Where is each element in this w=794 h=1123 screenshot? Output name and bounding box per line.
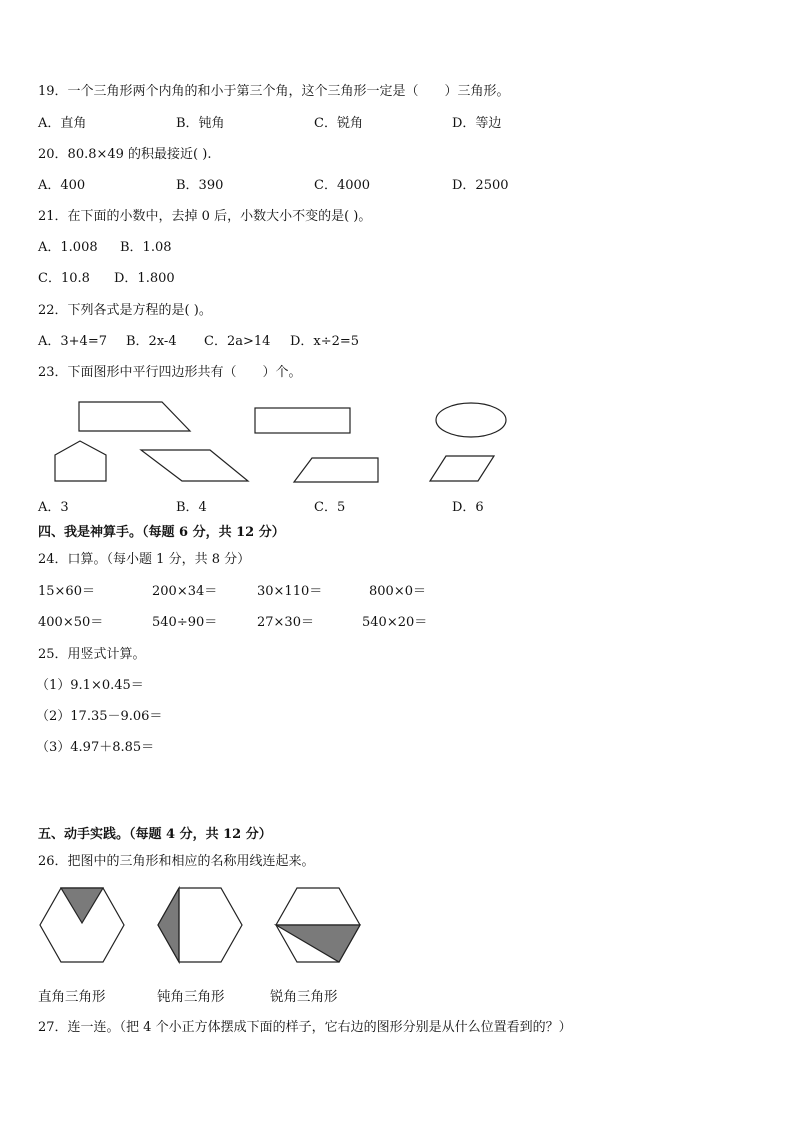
q24-stem: 24．口算。（每小题 1 分，共 8 分） bbox=[38, 552, 251, 567]
q24-item-7: 27×30＝ bbox=[257, 615, 314, 630]
q22-option-d[interactable]: D．x÷2=5 bbox=[290, 334, 360, 349]
q20-stem: 20．80.8×49 的积最接近( ). bbox=[38, 147, 212, 162]
q24-item-8: 540×20＝ bbox=[362, 615, 428, 630]
parallelogram-shape-3 bbox=[430, 456, 494, 481]
q19-option-c[interactable]: C．锐角 bbox=[314, 116, 363, 131]
q21-option-a[interactable]: A．1.008 bbox=[38, 240, 98, 255]
q21-option-d[interactable]: D．1.800 bbox=[114, 271, 175, 286]
q23-shapes-figure bbox=[55, 402, 506, 482]
right-trapezoid-shape bbox=[79, 402, 190, 431]
q25-item-3: （3）4.97＋8.85＝ bbox=[36, 740, 155, 755]
q24-item-6: 540÷90＝ bbox=[152, 615, 218, 630]
pentagon-shape bbox=[55, 441, 106, 481]
q20-option-b[interactable]: B．390 bbox=[176, 178, 224, 193]
q24-item-5: 400×50＝ bbox=[38, 615, 104, 630]
q19-option-b[interactable]: B．钝角 bbox=[176, 116, 225, 131]
q24-item-2: 200×34＝ bbox=[152, 584, 218, 599]
parallelogram-shape-2 bbox=[294, 458, 378, 482]
q23-option-d[interactable]: D．6 bbox=[452, 500, 484, 515]
q21-stem: 21．在下面的小数中，去掉 0 后，小数大小不变的是( )。 bbox=[38, 209, 372, 224]
q23-option-b[interactable]: B．4 bbox=[176, 500, 207, 515]
q26-stem: 26．把图中的三角形和相应的名称用线连起来。 bbox=[38, 854, 315, 869]
rectangle-shape bbox=[255, 408, 350, 433]
q22-option-c[interactable]: C．2a>14 bbox=[204, 334, 271, 349]
q20-option-a[interactable]: A．400 bbox=[38, 178, 86, 193]
q24-item-4: 800×0＝ bbox=[369, 584, 426, 599]
q23-option-c[interactable]: C．5 bbox=[314, 500, 346, 515]
q21-option-c[interactable]: C．10.8 bbox=[38, 271, 90, 286]
q25-item-1: （1）9.1×0.45＝ bbox=[36, 678, 144, 693]
q19-stem: 19．一个三角形两个内角的和小于第三个角，这个三角形一定是（ ）三角形。 bbox=[38, 84, 510, 99]
section-5-title: 五、动手实践。（每题 4 分，共 12 分） bbox=[38, 827, 272, 842]
parallelogram-shape-1 bbox=[141, 450, 248, 481]
q22-stem: 22．下列各式是方程的是( )。 bbox=[38, 303, 212, 318]
section-4-title: 四、我是神算手。（每题 6 分，共 12 分） bbox=[38, 525, 285, 540]
q23-option-a[interactable]: A．3 bbox=[38, 500, 69, 515]
q26-hexagons-figure bbox=[40, 888, 360, 962]
q24-item-3: 30×110＝ bbox=[257, 584, 323, 599]
q27-stem: 27．连一连。（把 4 个小正方体摆成下面的样子，它右边的图形分别是从什么位置看到的？） bbox=[38, 1020, 572, 1035]
q19-option-a[interactable]: A．直角 bbox=[38, 116, 87, 131]
shaded-triangle-1 bbox=[61, 888, 103, 923]
q25-item-2: （2）17.35－9.06＝ bbox=[36, 709, 163, 724]
q22-option-b[interactable]: B．2x-4 bbox=[126, 334, 177, 349]
ellipse-shape bbox=[436, 403, 506, 437]
q19-option-d[interactable]: D．等边 bbox=[452, 116, 502, 131]
shaded-triangle-3 bbox=[276, 925, 360, 962]
q25-stem: 25．用竖式计算。 bbox=[38, 647, 146, 662]
q24-item-1: 15×60＝ bbox=[38, 584, 95, 599]
label-obtuse-triangle[interactable]: 钝角三角形 bbox=[157, 989, 225, 1005]
label-acute-triangle[interactable]: 锐角三角形 bbox=[270, 989, 338, 1005]
q21-option-b[interactable]: B．1.08 bbox=[120, 240, 172, 255]
label-right-triangle[interactable]: 直角三角形 bbox=[38, 989, 106, 1005]
q22-option-a[interactable]: A．3+4=7 bbox=[38, 334, 107, 349]
q23-stem: 23．下面图形中平行四边形共有（ ）个。 bbox=[38, 365, 302, 380]
shaded-triangle-2 bbox=[158, 888, 179, 962]
q20-option-d[interactable]: D．2500 bbox=[452, 178, 509, 193]
q20-option-c[interactable]: C．4000 bbox=[314, 178, 371, 193]
